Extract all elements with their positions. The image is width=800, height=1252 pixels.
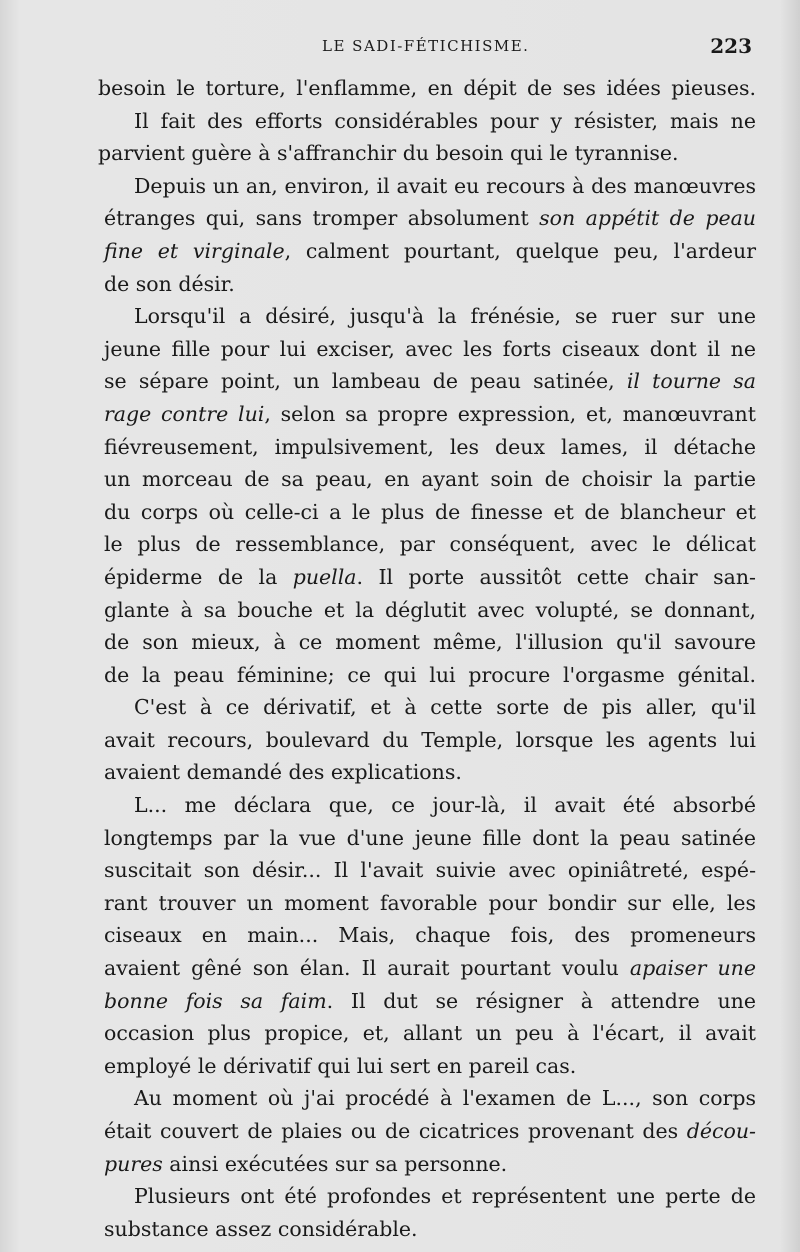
text-line: employé le dérivatif qui lui sert en pareil cas. [104, 1053, 577, 1078]
text-line: était couvert de plaies ou de cicatrices provenant des décou- [104, 1119, 756, 1143]
text-line: Lorsqu'il a désiré, jusqu'à la frénésie, se ruer sur une [134, 304, 756, 329]
text-line: ciseaux en main... Mais, chaque fois, des promeneurs [104, 923, 756, 948]
text-line: Depuis un an, environ, il avait eu recours à des manœuvres [134, 173, 756, 198]
page-number: 223 [710, 34, 752, 58]
text-line: rage contre lui, selon sa propre expression, et, manœuvrant [104, 401, 756, 426]
text-line: pures ainsi exécutées sur sa personne. [104, 1151, 508, 1176]
text-line: se sépare point, un lambeau de peau satinée, il tourne sa [104, 369, 756, 394]
text-line: avaient demandé des explications. [104, 760, 462, 785]
text-line: du corps où celle-ci a le plus de finesse et de blancheur et [104, 499, 756, 524]
text-line: fine et virginale, calment pourtant, quelque peu, l'ardeur [104, 238, 757, 263]
page-header [100, 34, 752, 60]
text-line: parvient guère à s'affranchir du besoin qui le tyrannise. [98, 141, 679, 166]
text-line: le plus de ressemblance, par conséquent, avec le délicat [104, 532, 756, 557]
text-line: Au moment où j'ai procédé à l'examen de L..., son corps [134, 1086, 756, 1111]
text-line: avaient gêné son élan. Il aurait pourtant voulu apaiser une [104, 956, 756, 981]
text-line: L... me déclara que, ce jour-là, il avait été absorbé [134, 793, 756, 818]
text-line: avait recours, boulevard du Temple, lorsque les agents lui [104, 727, 756, 752]
text-line: de la peau féminine; ce qui lui procure l'orgasme génital. [104, 662, 756, 687]
text-line: étranges qui, sans tromper absolument son appétit de peau [104, 206, 756, 231]
text-line: épiderme de la puella. Il porte aussitôt cette chair san- [104, 564, 756, 589]
text-line: occasion plus propice, et, allant un peu à l'écart, il avait [104, 1021, 756, 1046]
text-line: glante à sa bouche et la déglutit avec volupté, se donnant, [104, 597, 756, 622]
text-line: un morceau de sa peau, en ayant soin de choisir la partie [104, 467, 756, 492]
text-line: longtemps par la vue d'une jeune fille dont la peau satinée [104, 825, 756, 850]
text-line: C'est à ce dérivatif, et à cette sorte de pis aller, qu'il [134, 695, 756, 720]
text-line: Il fait des efforts considérables pour y résister, mais ne [134, 108, 756, 133]
text-line: jeune fille pour lui exciser, avec les forts ciseaux dont il ne [104, 336, 756, 361]
text-line: de son mieux, à ce moment même, l'illusion qu'il savoure [104, 630, 756, 655]
text-line: suscitait son désir... Il l'avait suivie avec opiniâtreté, espé- [104, 858, 756, 883]
text-line: besoin le torture, l'enflamme, en dépit de ses idées pieuses. [98, 76, 756, 100]
text-line: Plusieurs ont été profondes et représentent une perte de [134, 1184, 756, 1209]
running-title: LE SADI-FÉTICHISME. [322, 37, 530, 55]
text-line: substance assez considérable. [104, 1216, 418, 1241]
text-line: de son désir. [104, 271, 235, 296]
text-line: bonne fois sa faim. Il dut se résigner à attendre une [104, 988, 756, 1013]
text-line: fiévreusement, impulsivement, les deux lames, il détache [104, 434, 756, 459]
body-text [98, 72, 757, 1245]
text-line: rant trouver un moment favorable pour bondir sur elle, les [104, 890, 756, 915]
